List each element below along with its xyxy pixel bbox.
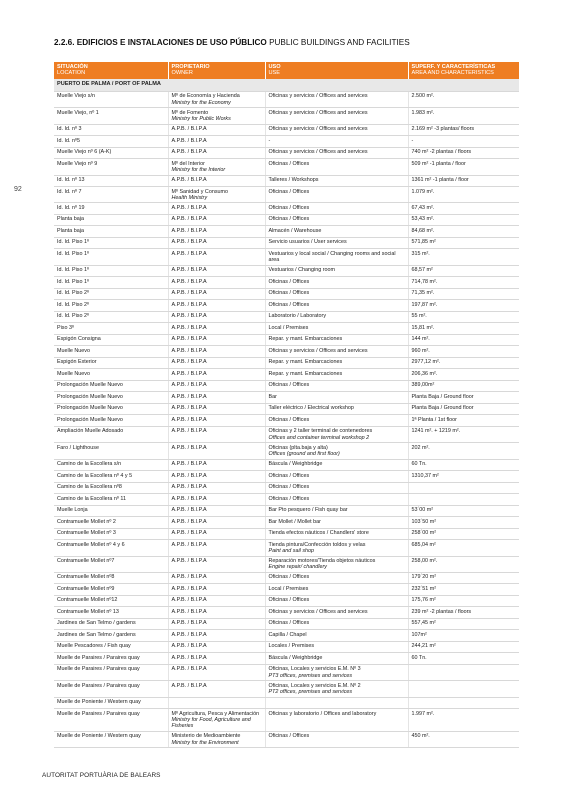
heading-code: 2.2.6. bbox=[54, 38, 75, 47]
cell-area: 107m² bbox=[408, 630, 519, 642]
cell-use: Oficinas y servicios / Offices and services bbox=[265, 607, 408, 619]
cell-use: Oficinas y 2 taller terminal de contenedores Offices and container terminal workshop 2 bbox=[265, 426, 408, 442]
cell-owner: A.P.B. / B.I.P.A bbox=[168, 323, 265, 335]
cell-area: 67,43 m². bbox=[408, 203, 519, 215]
cell-use: Oficinas / Offices bbox=[265, 159, 408, 175]
table-row bbox=[54, 277, 519, 289]
cell-area: 2.500 m². bbox=[408, 91, 519, 107]
cell-location: Prolongación Muelle Nuevo bbox=[54, 380, 168, 392]
cell-location: Muelle de Paraires / Paraires quay bbox=[54, 653, 168, 665]
cell-area: 258´00 m² bbox=[408, 528, 519, 540]
cell-area: - bbox=[408, 136, 519, 148]
table-row bbox=[54, 653, 519, 665]
cell-area: 557,45 m² bbox=[408, 618, 519, 630]
cell-use: Oficinas / Offices bbox=[265, 572, 408, 584]
cell-area: 960 m². bbox=[408, 346, 519, 358]
cell-owner: A.P.B. / B.I.P.A bbox=[168, 203, 265, 215]
section-label: PUERTO DE PALMA / PORT OF PALMA bbox=[54, 79, 519, 92]
cell-area bbox=[408, 681, 519, 697]
cell-owner: A.P.B. / B.I.P.A bbox=[168, 300, 265, 312]
cell-owner: A.P.B. / B.I.P.A bbox=[168, 618, 265, 630]
cell-use: Repar. y mant. Embarcaciones bbox=[265, 369, 408, 381]
cell-area: 450 m². bbox=[408, 731, 519, 747]
cell-location: Muelle de Poniente / Western quay bbox=[54, 731, 168, 747]
cell-use bbox=[265, 697, 408, 709]
cell-area bbox=[408, 697, 519, 709]
cell-use: Oficinas / Offices bbox=[265, 203, 408, 215]
cell-area: 258,00 m². bbox=[408, 556, 519, 572]
table-row bbox=[54, 357, 519, 369]
cell-location: Id. Id. Piso 1º bbox=[54, 249, 168, 265]
table-row bbox=[54, 187, 519, 203]
table-row bbox=[54, 403, 519, 415]
section-heading bbox=[54, 38, 410, 47]
cell-owner: A.P.B. / B.I.P.A bbox=[168, 517, 265, 529]
cell-area bbox=[408, 664, 519, 680]
cell-owner: Ministerio de Medioambiente Ministry for the Environment bbox=[168, 731, 265, 747]
heading-title-en: PUBLIC BUILDINGS AND FACILITIES bbox=[269, 38, 410, 47]
cell-use: Reparación motores/Tienda objetos náuticos Engine repair/ chandlery bbox=[265, 556, 408, 572]
col-header-use: USO USE bbox=[265, 62, 408, 79]
cell-location: Camino de la Escollera s/n bbox=[54, 459, 168, 471]
cell-owner: Mº Sanidad y Consumo Health Ministry bbox=[168, 187, 265, 203]
col-header-location: SITUACIÓN LOCATION bbox=[54, 62, 168, 79]
cell-owner: A.P.B. / B.I.P.A bbox=[168, 443, 265, 459]
cell-area: Planta Baja / Ground floor bbox=[408, 392, 519, 404]
cell-use: Servicio usuarios / User services bbox=[265, 237, 408, 249]
table-row bbox=[54, 697, 519, 709]
page-number: 92 bbox=[14, 186, 22, 193]
cell-area: 1.983 m². bbox=[408, 108, 519, 124]
cell-location: Contramuelle Mollet nº 4 y 6 bbox=[54, 540, 168, 556]
table-row bbox=[54, 572, 519, 584]
cell-use: Oficinas / Offices bbox=[265, 595, 408, 607]
cell-use: Bar Mollet / Mollet bar bbox=[265, 517, 408, 529]
table-row bbox=[54, 265, 519, 277]
cell-area: 1ª Planta / 1st floor bbox=[408, 415, 519, 427]
cell-use: Tienda efectos náuticos / Chandlers' store bbox=[265, 528, 408, 540]
cell-use: Oficinas / Offices bbox=[265, 482, 408, 494]
table-row bbox=[54, 108, 519, 124]
cell-area: 179´20 m² bbox=[408, 572, 519, 584]
col-header-area: SUPERF. Y CARACTERÍSTICAS AREA AND CHARACTERISTICS bbox=[408, 62, 519, 79]
cell-use: Locales / Premises bbox=[265, 641, 408, 653]
footer-publisher: AUTORITAT PORTUÀRIA DE BALEARS bbox=[42, 772, 161, 779]
cell-use: Oficinas / Offices bbox=[265, 288, 408, 300]
cell-location: Id. Id. Piso 2º bbox=[54, 311, 168, 323]
cell-use: Repar. y mant. Embarcaciones bbox=[265, 334, 408, 346]
cell-location: Jardines de San Telmo / gardens bbox=[54, 618, 168, 630]
cell-area: 740 m² -2 plantas / floors bbox=[408, 147, 519, 159]
table-row bbox=[54, 136, 519, 148]
cell-owner: A.P.B. / B.I.P.A bbox=[168, 346, 265, 358]
cell-use: Local / Premises bbox=[265, 584, 408, 596]
cell-use: Oficinas / Offices bbox=[265, 471, 408, 483]
cell-location: Contramuelle Mollet nº7 bbox=[54, 556, 168, 572]
cell-use: Oficinas / Offices bbox=[265, 731, 408, 747]
table-row bbox=[54, 517, 519, 529]
cell-location: Muelle Viejo s/n bbox=[54, 91, 168, 107]
cell-location: Id. Id. nº 19 bbox=[54, 203, 168, 215]
cell-use: Vestuarios y local social / Changing rooms and social area bbox=[265, 249, 408, 265]
cell-location: Contramuelle Mollet nº 2 bbox=[54, 517, 168, 529]
cell-location: Id. Id. Piso 1º bbox=[54, 237, 168, 249]
cell-owner: A.P.B. / B.I.P.A bbox=[168, 392, 265, 404]
cell-use: Oficinas / Offices bbox=[265, 494, 408, 506]
facilities-table bbox=[54, 62, 519, 748]
cell-owner: A.P.B. / B.I.P.A bbox=[168, 540, 265, 556]
cell-use: Oficinas / Offices bbox=[265, 415, 408, 427]
cell-use: Oficinas y servicios / Offices and services bbox=[265, 91, 408, 107]
table-row bbox=[54, 556, 519, 572]
table-row bbox=[54, 147, 519, 159]
cell-use: Tienda pintura/Confección toldos y velas Paint and sail shop bbox=[265, 540, 408, 556]
cell-location: Muelle Viejo, nº 1 bbox=[54, 108, 168, 124]
cell-location: Muelle Nuevo bbox=[54, 369, 168, 381]
heading-title-es: EDIFICIOS E INSTALACIONES DE USO PÚBLICO bbox=[76, 38, 267, 47]
cell-area: 714,78 m². bbox=[408, 277, 519, 289]
table-row bbox=[54, 443, 519, 459]
cell-owner: A.P.B. / B.I.P.A bbox=[168, 630, 265, 642]
cell-area: 175,76 m² bbox=[408, 595, 519, 607]
cell-use: Oficinas y servicios / Offices and services bbox=[265, 108, 408, 124]
cell-use: Local / Premises bbox=[265, 323, 408, 335]
cell-location: Contramuelle Mollet nº9 bbox=[54, 584, 168, 596]
cell-use: Capilla / Chapel bbox=[265, 630, 408, 642]
table-row bbox=[54, 334, 519, 346]
cell-owner bbox=[168, 697, 265, 709]
cell-area: 1.079 m². bbox=[408, 187, 519, 203]
cell-location: Id. Id. Piso 1º bbox=[54, 277, 168, 289]
table-row bbox=[54, 91, 519, 107]
cell-use: Oficinas / Offices bbox=[265, 277, 408, 289]
cell-owner: A.P.B. / B.I.P.A bbox=[168, 556, 265, 572]
cell-use: Báscula / Weighbridge bbox=[265, 459, 408, 471]
cell-owner: A.P.B. / B.I.P.A bbox=[168, 226, 265, 238]
cell-location: Faro / Lighthouse bbox=[54, 443, 168, 459]
cell-location: Contramuelle Mollet nº 3 bbox=[54, 528, 168, 540]
cell-location: Camino de la Escollera nº 11 bbox=[54, 494, 168, 506]
table-row bbox=[54, 369, 519, 381]
cell-use: Almacén / Warehouse bbox=[265, 226, 408, 238]
cell-owner: A.P.B. / B.I.P.A bbox=[168, 357, 265, 369]
cell-area: 685,04 m² bbox=[408, 540, 519, 556]
table-row bbox=[54, 175, 519, 187]
cell-location: Muelle de Paraires / Paraires quay bbox=[54, 664, 168, 680]
cell-location: Id. Id. nº5 bbox=[54, 136, 168, 148]
table-header-row bbox=[54, 62, 519, 79]
cell-location: Espigón Exterior bbox=[54, 357, 168, 369]
cell-owner: A.P.B. / B.I.P.A bbox=[168, 175, 265, 187]
cell-owner: A.P.B. / B.I.P.A bbox=[168, 237, 265, 249]
cell-location: Muelle Lonja bbox=[54, 505, 168, 517]
facilities-table-wrapper bbox=[54, 62, 519, 748]
table-row bbox=[54, 731, 519, 747]
cell-location: Muelle Nuevo bbox=[54, 346, 168, 358]
cell-owner: A.P.B. / B.I.P.A bbox=[168, 415, 265, 427]
cell-area: 206,36 m². bbox=[408, 369, 519, 381]
cell-area: 315 m². bbox=[408, 249, 519, 265]
cell-location: Camino de la Escollera nº8 bbox=[54, 482, 168, 494]
table-row bbox=[54, 203, 519, 215]
table-row bbox=[54, 159, 519, 175]
cell-area: 15,81 m². bbox=[408, 323, 519, 335]
cell-use: Oficinas y laboratorio / Offices and laboratory bbox=[265, 709, 408, 732]
cell-area: 571,85 m² bbox=[408, 237, 519, 249]
cell-location: Prolongación Muelle Nuevo bbox=[54, 392, 168, 404]
cell-owner: Mº de Fomento Ministry for Public Works bbox=[168, 108, 265, 124]
cell-location: Contramuelle Mollet nº12 bbox=[54, 595, 168, 607]
cell-location: Piso 3º bbox=[54, 323, 168, 335]
table-row bbox=[54, 471, 519, 483]
cell-area: 389,00m² bbox=[408, 380, 519, 392]
cell-area: Planta Baja / Ground floor bbox=[408, 403, 519, 415]
cell-use: Báscula / Weighbridge bbox=[265, 653, 408, 665]
cell-location: Muelle Viejo nº 9 bbox=[54, 159, 168, 175]
cell-owner: A.P.B. / B.I.P.A bbox=[168, 681, 265, 697]
cell-owner: A.P.B. / B.I.P.A bbox=[168, 147, 265, 159]
cell-location: Prolongación Muelle Nuevo bbox=[54, 415, 168, 427]
cell-use: Oficinas, Locales y servicios E.M. Nº 3 PT3 offices, premises and services bbox=[265, 664, 408, 680]
cell-area: 2.169 m² -3 plantas/ floors bbox=[408, 124, 519, 136]
cell-area: 197,87 m². bbox=[408, 300, 519, 312]
cell-area: 232´51 m² bbox=[408, 584, 519, 596]
cell-area bbox=[408, 482, 519, 494]
table-row bbox=[54, 641, 519, 653]
cell-owner: A.P.B. / B.I.P.A bbox=[168, 482, 265, 494]
cell-area: 509 m² -1 planta / floor bbox=[408, 159, 519, 175]
cell-use: Oficinas y servicios / Offices and services bbox=[265, 124, 408, 136]
cell-area: 103´50 m² bbox=[408, 517, 519, 529]
cell-owner: Mº de Economía y Hacienda Ministry for the Economy bbox=[168, 91, 265, 107]
table-row bbox=[54, 380, 519, 392]
cell-location: Jardines de San Telmo / gardens bbox=[54, 630, 168, 642]
table-row bbox=[54, 214, 519, 226]
cell-owner: A.P.B. / B.I.P.A bbox=[168, 641, 265, 653]
table-row bbox=[54, 415, 519, 427]
cell-owner: A.P.B. / B.I.P.A bbox=[168, 494, 265, 506]
cell-area: 53,43 m². bbox=[408, 214, 519, 226]
cell-owner: A.P.B. / B.I.P.A bbox=[168, 403, 265, 415]
cell-location: Id. Id. nº 3 bbox=[54, 124, 168, 136]
table-row bbox=[54, 709, 519, 732]
cell-owner: A.P.B. / B.I.P.A bbox=[168, 584, 265, 596]
cell-use: Taller eléctrico / Electrical workshop bbox=[265, 403, 408, 415]
section-row-port-of-palma bbox=[54, 79, 519, 92]
cell-owner: A.P.B. / B.I.P.A bbox=[168, 528, 265, 540]
table-row bbox=[54, 595, 519, 607]
cell-owner: A.P.B. / B.I.P.A bbox=[168, 288, 265, 300]
table-row bbox=[54, 124, 519, 136]
cell-owner: A.P.B. / B.I.P.A bbox=[168, 380, 265, 392]
table-row bbox=[54, 346, 519, 358]
cell-owner: A.P.B. / B.I.P.A bbox=[168, 459, 265, 471]
cell-owner: A.P.B. / B.I.P.A bbox=[168, 334, 265, 346]
table-row bbox=[54, 249, 519, 265]
cell-owner: A.P.B. / B.I.P.A bbox=[168, 124, 265, 136]
cell-area: 68,57 m² bbox=[408, 265, 519, 277]
cell-area: 144 m². bbox=[408, 334, 519, 346]
cell-area: 1241 m². + 1219 m². bbox=[408, 426, 519, 442]
cell-use: Oficinas / Offices bbox=[265, 187, 408, 203]
table-row bbox=[54, 226, 519, 238]
cell-area: 202 m². bbox=[408, 443, 519, 459]
cell-area: 244,21 m² bbox=[408, 641, 519, 653]
cell-owner: Mº Agricultura, Pesca y Alimentación Ministry for Food, Agriculture and Fisheries bbox=[168, 709, 265, 732]
cell-owner: A.P.B. / B.I.P.A bbox=[168, 471, 265, 483]
col-header-owner: PROPIETARIO OWNER bbox=[168, 62, 265, 79]
cell-area: 1310,37 m² bbox=[408, 471, 519, 483]
cell-owner: A.P.B. / B.I.P.A bbox=[168, 572, 265, 584]
table-row bbox=[54, 392, 519, 404]
cell-location: Muelle de Paraires / Paraires quay bbox=[54, 681, 168, 697]
cell-use: Oficinas, Locales y servicios E.M. Nº 2 PT2 offices, premises and services bbox=[265, 681, 408, 697]
cell-owner: A.P.B. / B.I.P.A bbox=[168, 369, 265, 381]
cell-use: Talleres / Workshops bbox=[265, 175, 408, 187]
table-row bbox=[54, 288, 519, 300]
cell-area bbox=[408, 494, 519, 506]
cell-location: Planta baja bbox=[54, 214, 168, 226]
cell-owner: A.P.B. / B.I.P.A bbox=[168, 136, 265, 148]
cell-use: Oficinas / Offices bbox=[265, 214, 408, 226]
cell-area: 1.997 m². bbox=[408, 709, 519, 732]
table-row bbox=[54, 426, 519, 442]
cell-area: 55 m². bbox=[408, 311, 519, 323]
table-row bbox=[54, 311, 519, 323]
cell-location: Contramuelle Mollet nº 13 bbox=[54, 607, 168, 619]
table-row bbox=[54, 237, 519, 249]
cell-owner: A.P.B. / B.I.P.A bbox=[168, 595, 265, 607]
cell-area: 2977,12 m². bbox=[408, 357, 519, 369]
cell-area: 60 Tn. bbox=[408, 459, 519, 471]
cell-use: Laboratorio / Laboratory bbox=[265, 311, 408, 323]
cell-use: Vestuarios / Changing room bbox=[265, 265, 408, 277]
cell-owner: A.P.B. / B.I.P.A bbox=[168, 214, 265, 226]
cell-location: Ampliación Muelle Adosado bbox=[54, 426, 168, 442]
cell-use: Oficinas / Offices bbox=[265, 300, 408, 312]
cell-use: Oficinas / Offices bbox=[265, 618, 408, 630]
cell-location: Espigón Consigna bbox=[54, 334, 168, 346]
cell-owner: Mº del Interior Ministry for the Interior bbox=[168, 159, 265, 175]
cell-location: Prolongación Muelle Nuevo bbox=[54, 403, 168, 415]
table-row bbox=[54, 300, 519, 312]
cell-location: Id. Id. Piso 2º bbox=[54, 288, 168, 300]
cell-use: Repar. y mant. Embarcaciones bbox=[265, 357, 408, 369]
cell-location: Muelle de Poniente / Western quay bbox=[54, 697, 168, 709]
cell-area: 71,35 m². bbox=[408, 288, 519, 300]
cell-use: Oficinas y servicios / Offices and services bbox=[265, 346, 408, 358]
cell-owner: A.P.B. / B.I.P.A bbox=[168, 664, 265, 680]
cell-area: 1361 m² -1 planta / floor bbox=[408, 175, 519, 187]
cell-location: Id. Id. nº 13 bbox=[54, 175, 168, 187]
cell-location: Id. Id. Piso 1º bbox=[54, 265, 168, 277]
cell-location: Id. Id. nº 7 bbox=[54, 187, 168, 203]
table-row bbox=[54, 681, 519, 697]
cell-location: Camino de la Escollera nº 4 y 5 bbox=[54, 471, 168, 483]
cell-use: Oficinas / Offices bbox=[265, 380, 408, 392]
table-row bbox=[54, 482, 519, 494]
cell-owner: A.P.B. / B.I.P.A bbox=[168, 311, 265, 323]
cell-owner: A.P.B. / B.I.P.A bbox=[168, 607, 265, 619]
cell-use: - bbox=[265, 136, 408, 148]
table-row bbox=[54, 664, 519, 680]
table-row bbox=[54, 459, 519, 471]
cell-owner: A.P.B. / B.I.P.A bbox=[168, 265, 265, 277]
cell-owner: A.P.B. / B.I.P.A bbox=[168, 277, 265, 289]
cell-use: Oficinas y servicios / Offices and services bbox=[265, 147, 408, 159]
table-row bbox=[54, 607, 519, 619]
table-row bbox=[54, 584, 519, 596]
table-row bbox=[54, 494, 519, 506]
cell-use: Oficinas (plta.baja y alta) Offices (ground and first floor) bbox=[265, 443, 408, 459]
cell-area: 60 Tn. bbox=[408, 653, 519, 665]
cell-location: Muelle Viejo nº 6 (A-K) bbox=[54, 147, 168, 159]
table-row bbox=[54, 528, 519, 540]
cell-location: Planta baja bbox=[54, 226, 168, 238]
cell-owner: A.P.B. / B.I.P.A bbox=[168, 426, 265, 442]
cell-location: Muelle Pescadores / Fish quay bbox=[54, 641, 168, 653]
table-row bbox=[54, 323, 519, 335]
table-row bbox=[54, 505, 519, 517]
table-row bbox=[54, 630, 519, 642]
cell-area: 239 m² -2 plantas / floors bbox=[408, 607, 519, 619]
cell-owner: A.P.B. / B.I.P.A bbox=[168, 505, 265, 517]
cell-use: Bar Pto pesquero / Fish quay bar bbox=[265, 505, 408, 517]
cell-area: 53´00 m² bbox=[408, 505, 519, 517]
cell-owner: A.P.B. / B.I.P.A bbox=[168, 249, 265, 265]
table-row bbox=[54, 618, 519, 630]
cell-location: Contramuelle Mollet nº8 bbox=[54, 572, 168, 584]
cell-owner: A.P.B. / B.I.P.A bbox=[168, 653, 265, 665]
table-row bbox=[54, 540, 519, 556]
cell-area: 84,68 m². bbox=[408, 226, 519, 238]
cell-location: Id. Id. Piso 2º bbox=[54, 300, 168, 312]
cell-use: Bar bbox=[265, 392, 408, 404]
cell-location: Muelle de Paraires / Paraires quay bbox=[54, 709, 168, 732]
